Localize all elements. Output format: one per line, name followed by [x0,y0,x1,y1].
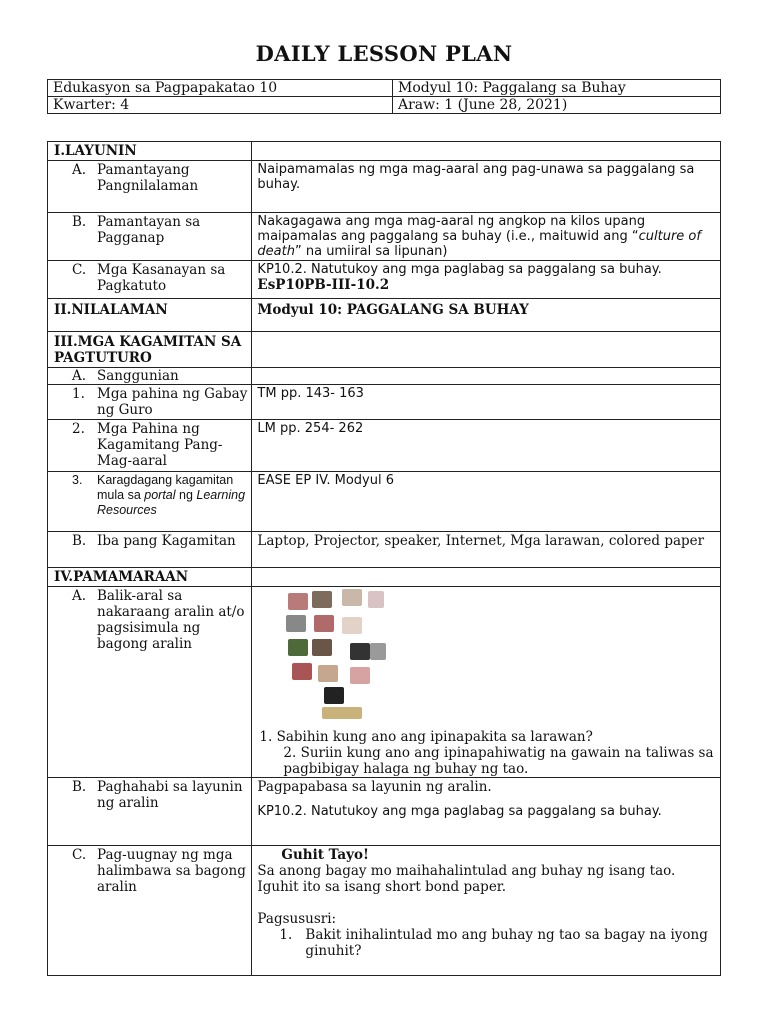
activity-instruction: Sa anong bagay mo maihahalintulad ang buhay ng isang tao. Iguhit ito sa isang short bond paper. [257,863,676,895]
balik-aral-content [252,587,721,778]
page-title: DAILY LESSON PLAN [255,41,513,66]
day-cell: Araw: 1 (June 28, 2021) [393,97,721,114]
nilalaman-content: Modyul 10: PAGGALANG SA BUHAY [252,299,721,332]
lm-pages: LM pp. 254- 262 [252,420,721,472]
picture-15 [324,687,344,704]
balik-aral-cell: A. Balik-aral sa nakaraang aralin at/o pagsisimula ng bagong aralin [48,587,252,778]
layunin-a-content: Naipamamalas ng mga mag-aaral ang pag-unawa sa paggalang sa buhay. [252,161,721,213]
layunin-b-title: Pamantayan sa Pagganap [97,214,201,246]
competency-code: EsP10PB-III-10.2 [257,277,390,293]
kagamitan-heading: III.MGA KAGAMITAN SA PAGTUTURO [48,332,252,368]
layunin-c-content: KP10.2. Natutukoy ang mga paglabag sa paggalang sa buhay. EsP10PB-III-10.2 [252,261,721,299]
subject-cell: Edukasyon sa Pagpapakatao 10 [48,80,393,97]
gabay-guro-pages: TM pp. 143- 163 [252,385,721,420]
iba-pang-kagamitan-content: Laptop, Projector, speaker, Internet, Mga larawan, colored paper [252,532,721,568]
activity-picture-collage [284,589,394,727]
quarter-cell: Kwarter: 4 [48,97,393,114]
pag-uugnay-cell: C. Pag-uugnay ng mga halimbawa sa bagong aralin [48,846,252,976]
picture-8 [288,639,308,656]
picture-6 [314,615,334,632]
layunin-c-cell: C. Mga Kasanayan sa Pagkatuto [48,261,252,299]
pamamaraan-heading: IV.PAMAMARAAN [48,568,252,587]
question-2: 2. Suriin kung ano ang ipinapahiwatig na gawain na taliwas sa pagbibigay halaga ng buhay ng tao. [283,745,714,777]
iba-pang-kagamitan-cell: B. Iba pang Kagamitan [48,532,252,568]
paghahabi-cell: B. Paghahabi sa layunin ng aralin [48,778,252,846]
picture-2 [312,591,332,608]
layunin-b-cell: B. Pamantayan sa Pagganap [48,213,252,261]
picture-5 [286,615,306,632]
gabay-guro-cell: 1. Mga pahina ng Gabay ng Guro [48,385,252,420]
sanggunian-cell: A. Sanggunian [48,368,252,385]
picture-13 [318,665,338,682]
picture-12 [292,663,312,680]
activity-title: Guhit Tayo! [281,847,369,863]
karagdagang-kagamitan-cell: 3. Karagdagang kagamitan mula sa portal ng Learning Resources [48,472,252,532]
picture-14 [350,667,370,684]
picture-9 [312,639,332,656]
layunin-a-title: Pamantayang Pangnilalaman [97,162,199,194]
analysis-question-1: 1. Bakit inihalintulad mo ang buhay ng tao sa bagay na iyong ginuhit? [279,927,708,959]
nilalaman-heading: II.NILALAMAN [48,299,252,332]
paghahabi-content: Pagpapabasa sa layunin ng aralin. KP10.2. Natutukoy ang mga paglabag sa paggalang sa buhay. [252,778,721,846]
module-cell: Modyul 10: Paggalang sa Buhay [393,80,721,97]
layunin-c-title: Mga Kasanayan sa Pagkatuto [97,262,226,294]
picture-10 [350,643,370,660]
picture-3 [342,589,362,606]
question-1: 1. Sabihin kung ano ang ipinapakita sa larawan? [259,729,593,745]
kagamitang-pang-mag-aaral-cell: 2. Mga Pahina ng Kagamitang Pang-Mag-aaral [48,420,252,472]
layunin-heading: I.LAYUNIN [48,142,252,161]
layunin-b-content: Nakagagawa ang mga mag-aaral ng angkop na kilos upang maipamalas ang paggalang sa buhay (i.e., maituwid ang “culture of death” na umiiral sa lipunan) [252,213,721,261]
ease-module: EASE EP IV. Modyul 6 [252,472,721,532]
picture-1 [288,593,308,610]
analysis-label: Pagsususri: [257,911,337,927]
pag-uugnay-content [252,846,721,976]
picture-16 [322,707,362,719]
picture-11 [370,643,386,660]
lesson-plan-table [47,141,721,976]
layunin-a-cell: A. Pamantayang Pangnilalaman [48,161,252,213]
picture-4 [368,591,384,608]
picture-7 [342,617,362,634]
lesson-header-table [47,79,721,114]
